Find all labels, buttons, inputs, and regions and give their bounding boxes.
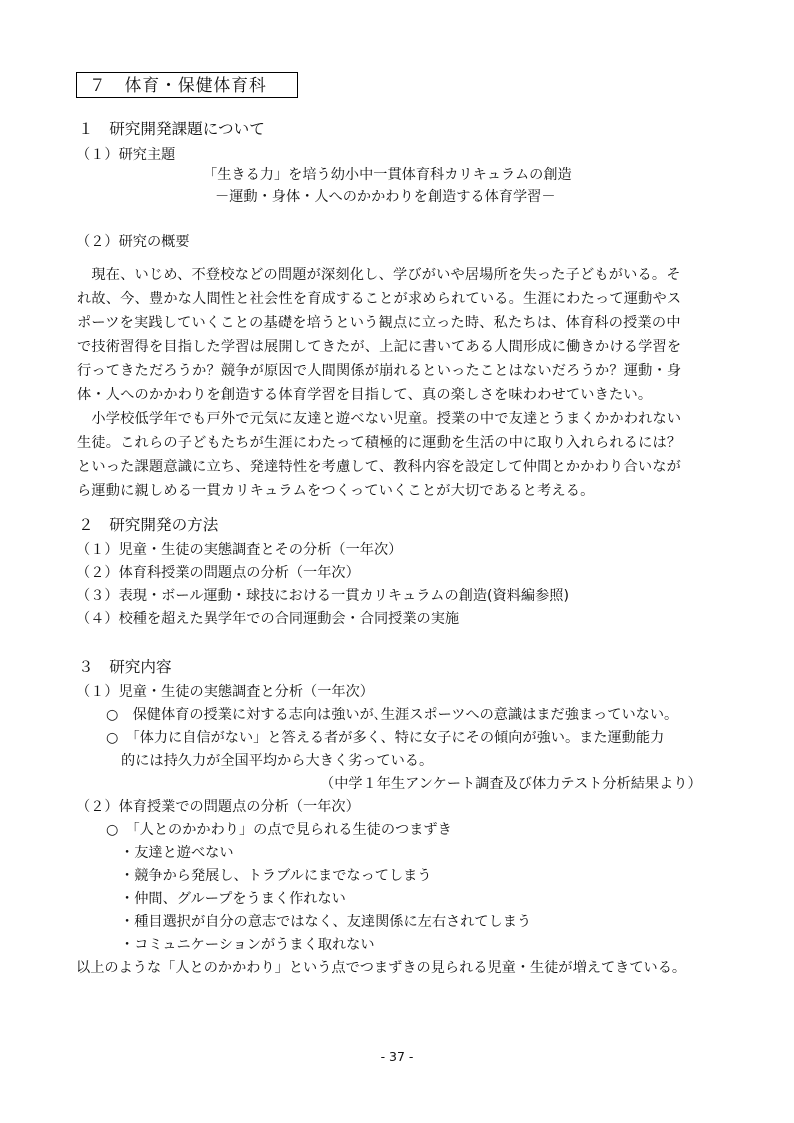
overview-line: れ故、今、豊かな人間性と社会性を育成することが求められている。生涯にわたって運動やス [77, 291, 682, 307]
section-title: ７ 体育・保健体育科 [89, 75, 267, 95]
conclusion-line: 以上のような「人とのかかわり」という点でつまずきの見られる児童・生徒が増えてきている。 [76, 960, 687, 976]
bullet-item: ・コミュニケーションがうまく取れない [120, 937, 375, 953]
method-item: （１）児童・生徒の実態調査とその分析（一年次） [76, 542, 403, 558]
overview-line: で技術習得を目指した学習は展開してきたが、上記に書いてある人間形成に働きかける学習を [77, 339, 682, 355]
overview-line: 現在、いじめ、不登校などの問題が深刻化し、学びがいや居場所を失った子どもがいる。そ [77, 267, 681, 283]
page-number: - 37 - [380, 1049, 414, 1064]
content-item: ○ 保健体育の授業に対する志向は強いが､生涯スポーツへの意識はまだ強まっていない。 [106, 707, 679, 723]
section-title-box [76, 72, 298, 98]
overview-line: といった課題意識に立ち、発達特性を考慮して、教科内容を設定して仲間とかかわり合いなが [77, 459, 681, 475]
theme-subtitle: －運動・身体・人へのかかわりを創造する体育学習－ [215, 189, 556, 205]
content-item: ○ 「体力に自信がない」と答える者が多く、特に女子にその傾向が強い。また運動能力 [106, 730, 665, 746]
content-item: ○ 「人とのかかわり」の点で見られる生徒のつまずき [106, 822, 452, 838]
theme-main: 「生きる力」を培う幼小中一貫体育科カリキュラムの創造 [203, 167, 572, 183]
content-subheading-2: （２）体育授業での問題点の分析（一年次） [76, 799, 360, 815]
content-subheading-1: （１）児童・生徒の実態調査と分析（一年次） [76, 684, 374, 700]
overview-line: 小学校低学年でも戸外で元気に友達と遊べない児童。授業の中で友達とうまくかかわれない [77, 411, 682, 427]
subheading-overview: （２）研究の概要 [76, 234, 190, 250]
overview-line: 行ってきただろうか？競争が原因で人間関係が崩れるといったことはないだろうか？運動・身 [77, 363, 682, 379]
overview-line: 生徒。これらの子どもたちが生涯にわたって積極的に運動を生活の中に取り入れられるには？ [77, 435, 682, 451]
method-item: （４）校種を超えた異学年での合同運動会・合同授業の実施 [76, 611, 460, 627]
bullet-item: ・競争から発展し、トラブルにまでなってしまう [120, 868, 432, 884]
bullet-item: ・仲間、グループをうまく作れない [120, 891, 346, 907]
content-source-note: （中学１年生アンケート調査及び体力テスト分析結果より） [320, 776, 702, 792]
content-item-continued: 的には持久力が全国平均から大きく劣っている。 [121, 753, 434, 769]
heading-content: ３ 研究内容 [78, 658, 172, 676]
method-item: （２）体育科授業の問題点の分析（一年次） [76, 565, 360, 581]
bullet-item: ・友達と遊べない [120, 845, 234, 861]
overview-line: ポーツを実践していくことの基礎を培うという観点に立った時、私たちは、体育科の授業の中 [77, 315, 681, 331]
overview-line: ら運動に親しめる一貫カリキュラムをつくっていくことが大切であると考える。 [77, 483, 595, 499]
subheading-theme: （１）研究主題 [76, 147, 176, 163]
heading-research-theme: １ 研究開発課題について [78, 120, 265, 138]
overview-line: 体・人へのかかわりを創造する体育学習を目指して、真の楽しさを味わわせていきたい。 [77, 387, 653, 403]
heading-methods: ２ 研究開発の方法 [78, 516, 219, 534]
method-item: （３）表現・ボール運動・球技における一貫カリキュラムの創造(資料編参照) [76, 588, 570, 604]
bullet-item: ・種目選択が自分の意志ではなく、友達関係に左右されてしまう [120, 914, 532, 930]
